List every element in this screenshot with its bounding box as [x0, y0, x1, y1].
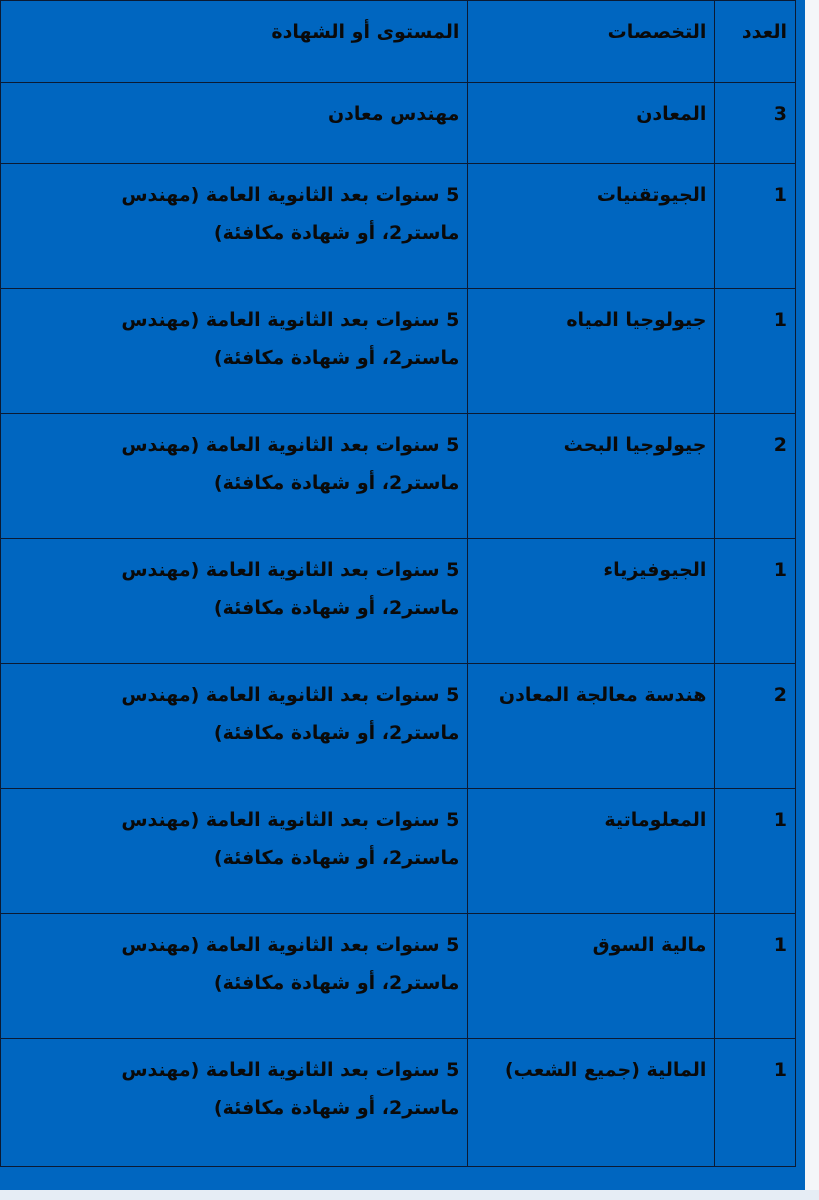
row-level-line2: ماستر2، أو شهادة مكافئة)	[213, 347, 460, 369]
row-specialty: الجيوتقنيات	[468, 164, 715, 289]
row-level	[1, 83, 468, 164]
row-specialty: الجيوفيزياء	[468, 539, 715, 664]
table-row	[1, 789, 796, 914]
row-level	[1, 539, 468, 664]
table-header-row	[1, 1, 796, 83]
row-level	[1, 664, 468, 789]
row-count: 1	[715, 914, 796, 1039]
row-level-line2: ماستر2، أو شهادة مكافئة)	[213, 222, 460, 244]
row-level-line1: مهندس معادن	[327, 103, 460, 125]
row-count: 2	[715, 664, 796, 789]
row-count: 2	[715, 414, 796, 539]
row-level-line1: 5 سنوات بعد الثانوية العامة (مهندس	[121, 684, 460, 706]
row-count: 1	[715, 789, 796, 914]
row-count: 1	[715, 289, 796, 414]
row-level-line2: ماستر2، أو شهادة مكافئة)	[213, 472, 460, 494]
row-level-line1: 5 سنوات بعد الثانوية العامة (مهندس	[121, 434, 460, 456]
row-level	[1, 164, 468, 289]
header-specialty: التخصصات	[468, 1, 715, 83]
header-level: المستوى أو الشهادة	[1, 1, 468, 83]
row-specialty: المالية (جميع الشعب)	[468, 1039, 715, 1167]
table-row	[1, 164, 796, 289]
row-level-line2: ماستر2، أو شهادة مكافئة)	[213, 847, 460, 869]
row-level-line1: 5 سنوات بعد الثانوية العامة (مهندس	[121, 309, 460, 331]
table-row	[1, 83, 796, 164]
row-count: 1	[715, 1039, 796, 1167]
row-level	[1, 289, 468, 414]
row-count: 1	[715, 164, 796, 289]
row-specialty: جيولوجيا المياه	[468, 289, 715, 414]
row-specialty: المعلوماتية	[468, 789, 715, 914]
table-row	[1, 914, 796, 1039]
row-level	[1, 414, 468, 539]
row-specialty: المعادن	[468, 83, 715, 164]
row-level-line2: ماستر2، أو شهادة مكافئة)	[213, 1097, 460, 1119]
row-level-line1: 5 سنوات بعد الثانوية العامة (مهندس	[121, 809, 460, 831]
row-level-line1: 5 سنوات بعد الثانوية العامة (مهندس	[121, 934, 460, 956]
row-level	[1, 1039, 468, 1167]
row-level-line2: ماستر2، أو شهادة مكافئة)	[213, 597, 460, 619]
header-count: العدد	[715, 1, 796, 83]
row-level	[1, 789, 468, 914]
table-row	[1, 289, 796, 414]
row-level	[1, 914, 468, 1039]
row-level-line1: 5 سنوات بعد الثانوية العامة (مهندس	[121, 559, 460, 581]
row-count: 1	[715, 539, 796, 664]
table-row	[1, 664, 796, 789]
page-margin-bottom	[0, 1190, 819, 1200]
row-specialty: هندسة معالجة المعادن	[468, 664, 715, 789]
table-row	[1, 539, 796, 664]
row-count: 3	[715, 83, 796, 164]
table-row	[1, 414, 796, 539]
page-margin-right	[805, 0, 819, 1190]
row-specialty: جيولوجيا البحث	[468, 414, 715, 539]
row-specialty: مالية السوق	[468, 914, 715, 1039]
row-level-line1: 5 سنوات بعد الثانوية العامة (مهندس	[121, 184, 460, 206]
table-row	[1, 1039, 796, 1167]
row-level-line2: ماستر2، أو شهادة مكافئة)	[213, 972, 460, 994]
row-level-line1: 5 سنوات بعد الثانوية العامة (مهندس	[121, 1059, 460, 1081]
row-level-line2: ماستر2، أو شهادة مكافئة)	[213, 722, 460, 744]
